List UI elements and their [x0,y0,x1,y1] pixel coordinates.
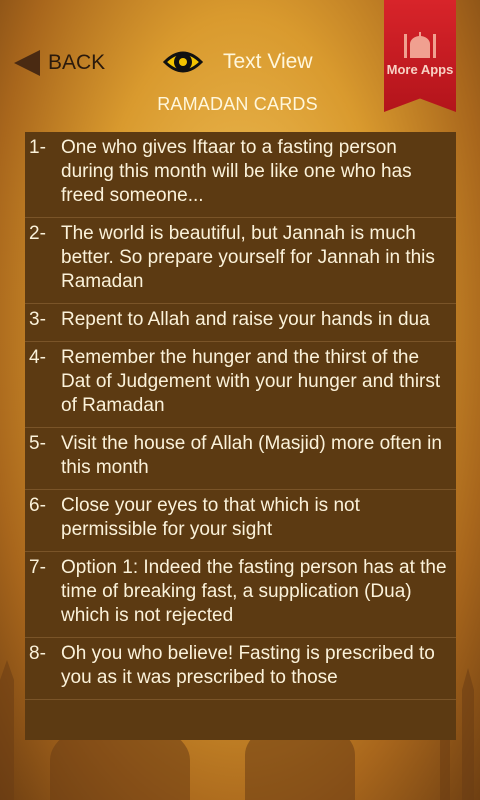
back-arrow-icon [14,50,40,76]
list-item[interactable] [25,490,456,552]
cards-list[interactable] [25,132,456,740]
list-item[interactable] [25,132,456,218]
text-view-label: Text View [223,50,313,73]
back-button[interactable] [14,46,105,80]
card-text: Repent to Allah and raise your hands in dua [61,309,430,330]
card-number: 3- [29,309,46,330]
card-text: Oh you who believe! Fasting is prescribed to you as it was prescribed to those [61,643,435,688]
more-apps-button[interactable] [384,0,456,112]
card-text: Visit the house of Allah (Masjid) more often in this month [61,433,442,478]
card-text: Remember the hunger and the thirst of the Dat of Judgement with your hunger and thirst of Ramadan [61,347,441,416]
card-number: 1- [29,137,46,158]
list-item[interactable] [25,638,456,700]
back-label: BACK [48,51,106,74]
list-item[interactable] [25,218,456,304]
list-item[interactable] [25,304,456,342]
page-title: RAMADAN CARDS [157,94,318,114]
mosque-icon [402,28,438,58]
eye-icon [163,42,203,82]
list-item[interactable] [25,342,456,428]
card-text: Option 1: Indeed the fasting person has at the time of breaking fast, a supplication (Dua) which is not rejected [61,557,447,626]
card-text: One who gives Iftaar to a fasting person during this month will be like one who has freed someone... [61,137,412,206]
card-number: 6- [29,495,46,516]
card-number: 2- [29,223,46,244]
more-apps-label: More Apps [386,62,454,77]
card-text: Close your eyes to that which is not permissible for your sight [61,495,360,540]
card-number: 8- [29,643,46,664]
card-number: 5- [29,433,46,454]
text-view-toggle[interactable] [163,42,313,82]
card-number: 4- [29,347,46,368]
list-item[interactable] [25,428,456,490]
card-text: The world is beautiful, but Jannah is much better. So prepare yourself for Jannah in this Ramadan [61,223,435,292]
card-number: 7- [29,557,46,578]
list-item[interactable] [25,552,456,638]
